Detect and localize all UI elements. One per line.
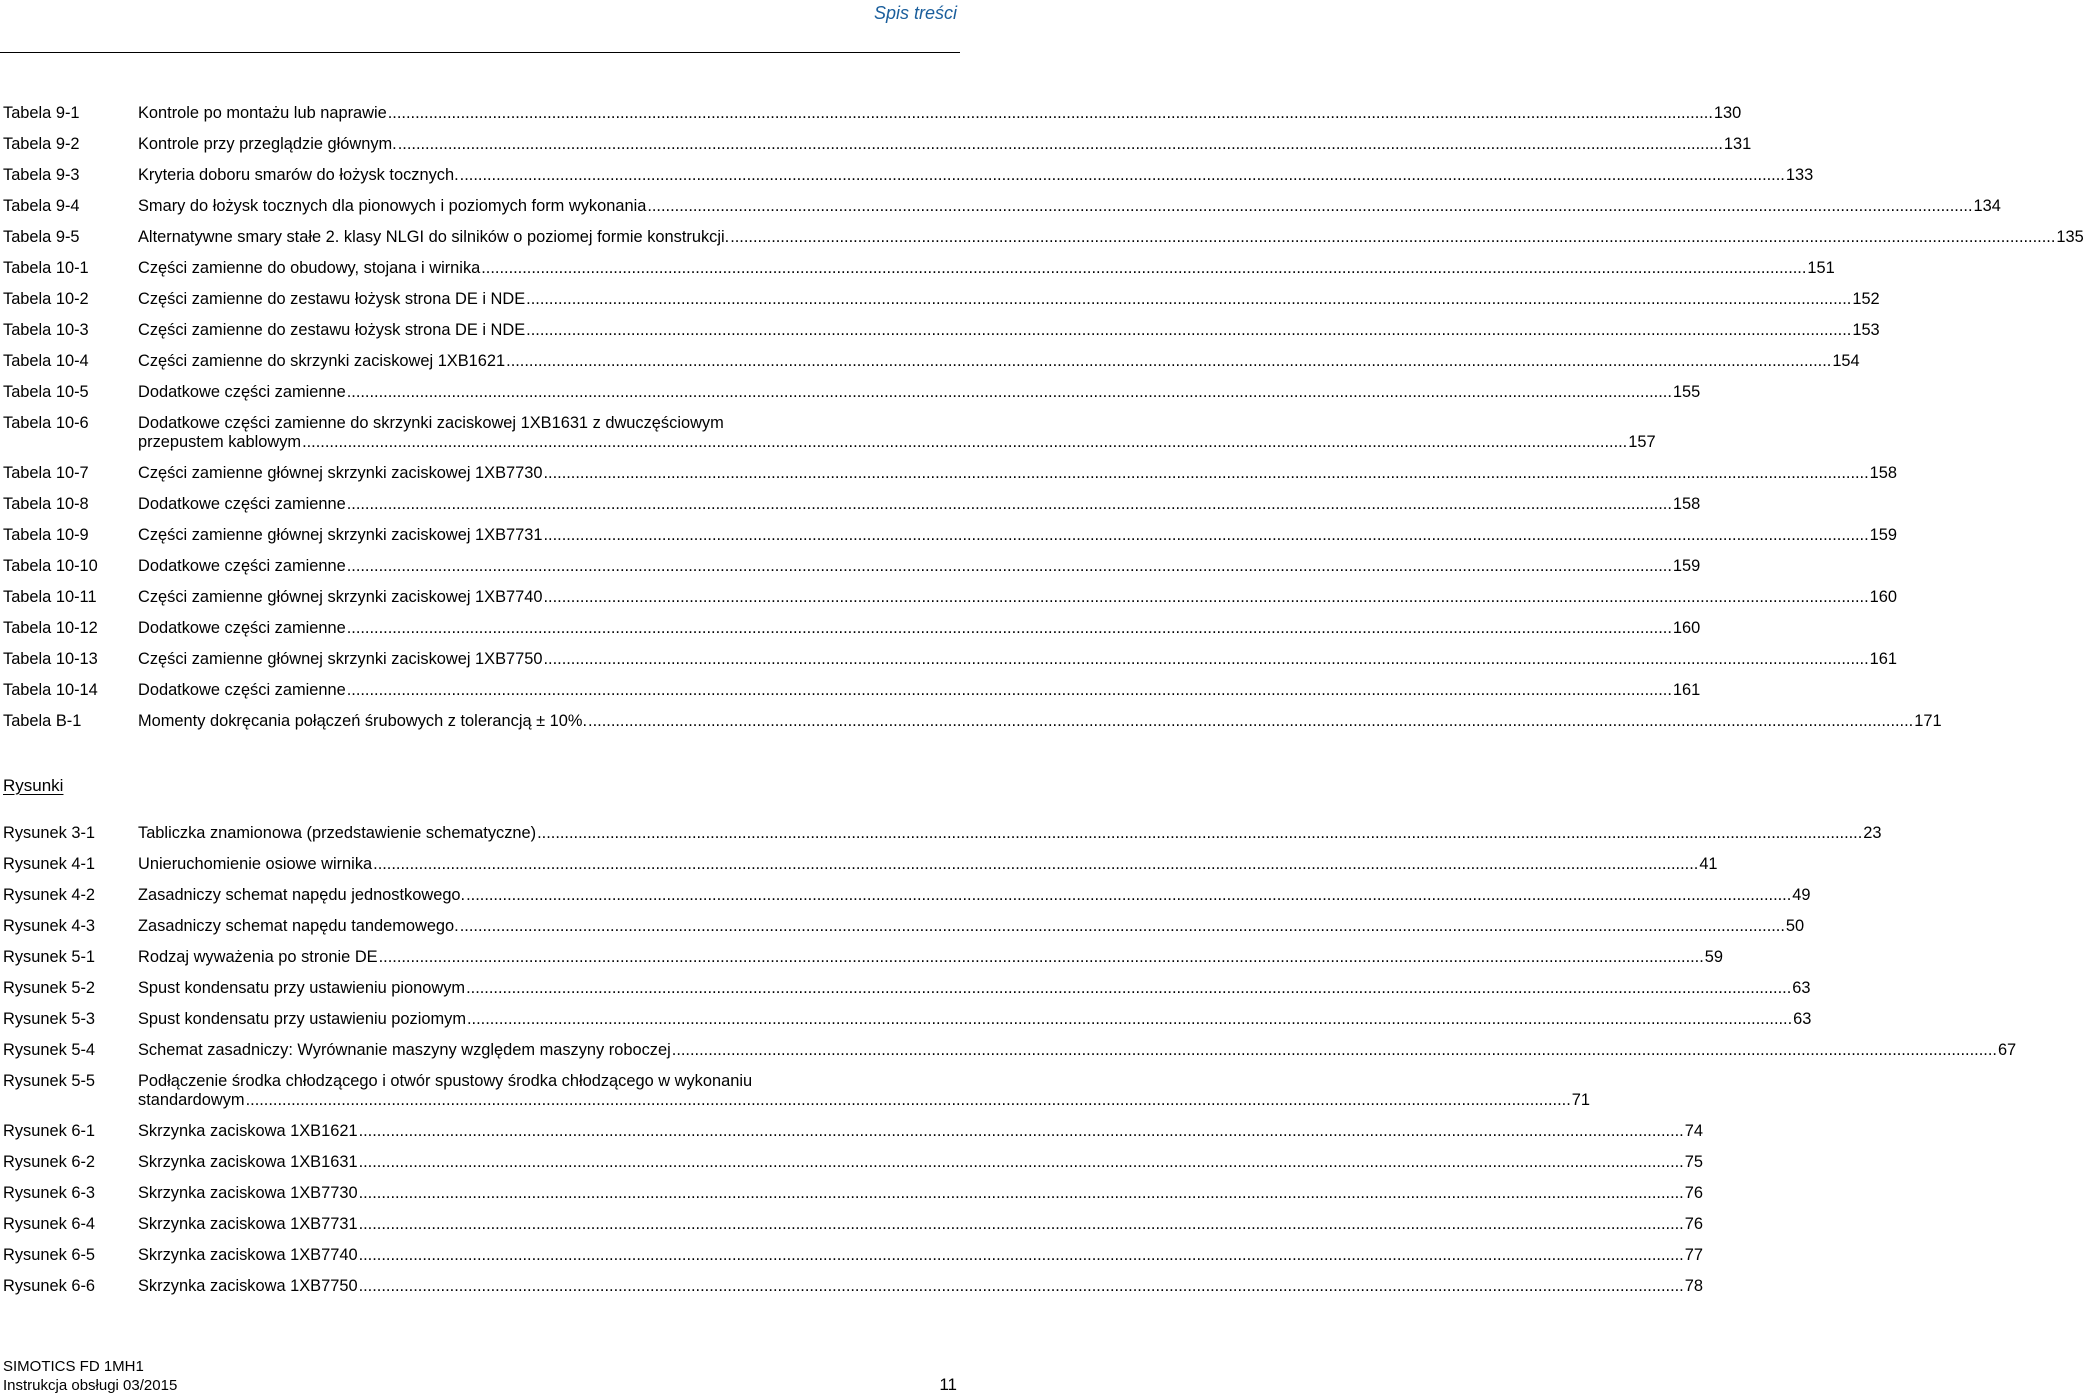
- dot-leader: [388, 104, 1713, 123]
- entry-label: Tabela 10-8: [3, 494, 89, 513]
- dot-leader: [730, 228, 2055, 247]
- entry-page-number: 153: [1852, 321, 1880, 339]
- dot-leader: [359, 1153, 1684, 1172]
- entry-label: Rysunek 6-2: [3, 1152, 96, 1171]
- entry-title: Kontrole po montażu lub naprawie: [138, 104, 387, 122]
- dot-leader: [379, 948, 1704, 967]
- entry-page-number: 161: [1869, 649, 1898, 668]
- dot-leader: [359, 1122, 1684, 1141]
- figure-entry[interactable]: [3, 1183, 1703, 1203]
- entry-title: Skrzynka zaciskowa 1XB7731: [138, 1214, 358, 1233]
- dot-leader: [537, 824, 1862, 843]
- dot-leader: [588, 712, 1913, 731]
- figure-entry[interactable]: [3, 1121, 1703, 1141]
- dot-leader: [481, 259, 1806, 278]
- entry-title: Części zamienne do zestawu łożysk strona DE i NDE: [138, 321, 526, 339]
- entry-page-number: 158: [1869, 463, 1898, 482]
- entry-title: Zasadniczy schemat napędu tandemowego.: [138, 917, 459, 935]
- table-entry[interactable]: [3, 383, 1701, 402]
- entry-page-number: 50: [1785, 917, 1805, 935]
- entry-label: Rysunek 6-5: [3, 1245, 96, 1264]
- entry-title: Dodatkowe części zamienne: [138, 556, 346, 575]
- header-divider: [0, 52, 960, 53]
- dot-leader: [359, 1215, 1684, 1234]
- entry-label: Rysunek 4-3: [3, 917, 96, 935]
- table-entry[interactable]: [3, 494, 1701, 514]
- table-entry[interactable]: [3, 556, 1701, 576]
- table-entry[interactable]: [3, 680, 1701, 700]
- entry-label: Rysunek 5-3: [3, 1010, 96, 1028]
- entry-title: Dodatkowe części zamienne: [138, 680, 346, 699]
- entry-label: Rysunek 5-2: [3, 979, 96, 997]
- figure-entry[interactable]: [3, 824, 1882, 843]
- entry-label: Rysunek 6-1: [3, 1121, 96, 1140]
- entry-page-number: 76: [1684, 1214, 1703, 1233]
- entry-page-number: 63: [1792, 979, 1811, 997]
- entry-label: Tabela 9-1: [3, 104, 80, 122]
- entry-label: Tabela 9-5: [3, 228, 80, 246]
- entry-page-number: 158: [1672, 494, 1701, 513]
- entry-title: Części zamienne do skrzynki zaciskowej 1XB1621: [138, 352, 506, 370]
- figure-entry[interactable]: [3, 1214, 1703, 1234]
- entry-label: Tabela 10-14: [3, 680, 98, 699]
- entry-page-number: 160: [1672, 618, 1701, 637]
- entry-label: Rysunek 3-1: [3, 824, 96, 842]
- entry-title: Części zamienne głównej skrzynki zaciskowej 1XB7750: [138, 649, 543, 668]
- entry-page-number: 157: [1628, 432, 1656, 451]
- table-entry[interactable]: [3, 228, 2084, 247]
- dot-leader: [466, 979, 1791, 998]
- entry-title: Zasadniczy schemat napędu jednostkowego.: [138, 886, 466, 904]
- table-entry[interactable]: [3, 618, 1701, 638]
- entry-label: Tabela 10-3: [3, 321, 89, 339]
- entry-title: Kryteria doboru smarów do łożysk tocznych.: [138, 166, 459, 184]
- entry-page-number: 59: [1704, 948, 1724, 966]
- entry-page-number: 41: [1699, 855, 1718, 873]
- entry-label: Rysunek 4-2: [3, 886, 96, 904]
- entry-page-number: 76: [1684, 1183, 1703, 1202]
- entry-page-number: 75: [1684, 1152, 1703, 1171]
- entry-page-number: 154: [1832, 352, 1860, 370]
- entry-page-number: 159: [1869, 525, 1898, 544]
- figure-entry[interactable]: [3, 1041, 2017, 1060]
- entry-page-number: 71: [1571, 1090, 1590, 1109]
- entry-page-number: 49: [1792, 886, 1811, 904]
- entry-title: Schemat zasadniczy: Wyrównanie maszyny względem maszyny roboczej: [138, 1041, 671, 1059]
- table-entry[interactable]: [3, 197, 2001, 216]
- figures-list: [3, 824, 2017, 1308]
- entry-label: Rysunek 6-6: [3, 1276, 96, 1295]
- entry-title: Momenty dokręcania połączeń śrubowych z tolerancją ± 10%.: [138, 711, 588, 730]
- entry-title: Części zamienne do zestawu łożysk strona DE i NDE: [138, 290, 526, 308]
- entry-page-number: 134: [1973, 197, 2001, 215]
- entry-label: Tabela 10-5: [3, 383, 89, 401]
- footer-page-number: 11: [939, 1375, 957, 1394]
- tables-list: [3, 104, 2084, 743]
- dot-leader: [543, 464, 1868, 483]
- figure-entry[interactable]: [3, 886, 1811, 905]
- entry-page-number: 77: [1684, 1245, 1703, 1264]
- dot-leader: [466, 886, 1791, 905]
- entry-title: Dodatkowe części zamienne: [138, 494, 346, 513]
- dot-leader: [246, 1091, 1571, 1110]
- entry-page-number: 135: [2056, 228, 2084, 246]
- entry-label: Tabela 9-3: [3, 166, 80, 184]
- table-entry[interactable]: [3, 321, 1880, 340]
- entry-page-number: 131: [1723, 135, 1752, 153]
- dot-leader: [373, 855, 1698, 874]
- figure-entry[interactable]: [3, 979, 1811, 998]
- entry-title: przepustem kablowym: [138, 432, 302, 451]
- entry-label: Rysunek 5-5: [3, 1072, 96, 1090]
- entry-title: Skrzynka zaciskowa 1XB7750: [138, 1276, 358, 1295]
- entry-label: Tabela 10-2: [3, 290, 89, 308]
- entry-label: Tabela 9-4: [3, 197, 80, 215]
- entry-label: Tabela 10-12: [3, 618, 98, 637]
- figure-entry[interactable]: [3, 855, 1718, 874]
- entry-label: Rysunek 5-4: [3, 1041, 96, 1059]
- entry-page-number: 74: [1684, 1121, 1703, 1140]
- dot-leader: [672, 1041, 1997, 1060]
- dot-leader: [347, 383, 1672, 402]
- table-entry[interactable]: [3, 166, 1814, 185]
- table-entry[interactable]: [3, 352, 1860, 371]
- figures-heading: Rysunki: [3, 776, 64, 795]
- figure-entry[interactable]: [3, 1010, 1812, 1029]
- figure-entry[interactable]: [3, 1152, 1703, 1172]
- figure-entry[interactable]: [3, 948, 1724, 967]
- entry-page-number: 151: [1807, 259, 1835, 277]
- table-entry[interactable]: [3, 587, 1898, 607]
- dot-leader: [347, 557, 1672, 576]
- dot-leader: [347, 495, 1672, 514]
- table-entry[interactable]: [3, 104, 1742, 123]
- figure-entry[interactable]: [3, 1245, 1703, 1265]
- entry-label: Tabela 9-2: [3, 135, 80, 153]
- dot-leader: [398, 135, 1723, 154]
- dot-leader: [543, 588, 1868, 607]
- entry-label: Tabela 10-4: [3, 352, 89, 370]
- footer-info: [3, 1357, 177, 1395]
- entry-page-number: 155: [1672, 383, 1701, 401]
- figure-entry[interactable]: [3, 1276, 1703, 1296]
- entry-page-number: 133: [1785, 166, 1814, 184]
- entry-page-number: 159: [1672, 556, 1701, 575]
- entry-title: Skrzynka zaciskowa 1XB1631: [138, 1152, 358, 1171]
- entry-page-number: 63: [1793, 1010, 1812, 1028]
- entry-page-number: 160: [1869, 587, 1898, 606]
- entry-page-number: 23: [1863, 824, 1882, 842]
- entry-title: Części zamienne do obudowy, stojana i wirnika: [138, 259, 481, 277]
- entry-title: standardowym: [138, 1090, 245, 1109]
- entry-page-number: 67: [1997, 1041, 2017, 1059]
- entry-page-number: 161: [1672, 680, 1701, 699]
- entry-title: Kontrole przy przeglądzie głównym.: [138, 135, 397, 153]
- entry-label: Tabela 10-9: [3, 525, 89, 544]
- entry-label: Tabela B-1: [3, 711, 82, 730]
- dot-leader: [467, 1010, 1792, 1029]
- entry-label: Tabela 10-13: [3, 649, 98, 668]
- table-entry[interactable]: [3, 525, 1898, 545]
- entry-label: Tabela 10-1: [3, 259, 89, 277]
- entry-page-number: 78: [1684, 1276, 1703, 1295]
- footer-manual: Instrukcja obsługi 03/2015: [3, 1377, 178, 1394]
- entry-page-number: 171: [1914, 711, 1942, 730]
- dot-leader: [460, 917, 1785, 936]
- entry-page-number: 152: [1852, 290, 1880, 308]
- entry-title: Rodzaj wyważenia po stronie DE: [138, 948, 378, 966]
- footer-product: SIMOTICS FD 1MH1: [3, 1358, 144, 1375]
- dot-leader: [647, 197, 1972, 216]
- table-entry[interactable]: [3, 290, 1880, 309]
- entry-title: Skrzynka zaciskowa 1XB7740: [138, 1245, 358, 1264]
- entry-title: Podłączenie środka chłodzącego i otwór spustowy środka chłodzącego w wykonaniu: [138, 1072, 753, 1090]
- dot-leader: [526, 290, 1851, 309]
- dot-leader: [347, 681, 1672, 700]
- entry-label: Tabela 10-6: [3, 414, 89, 432]
- dot-leader: [347, 619, 1672, 638]
- entry-title: Skrzynka zaciskowa 1XB1621: [138, 1121, 358, 1140]
- entry-title: Części zamienne głównej skrzynki zaciskowej 1XB7731: [138, 525, 543, 544]
- entry-label: Tabela 10-7: [3, 463, 89, 482]
- entry-title: Dodatkowe części zamienne do skrzynki zaciskowej 1XB1631 z dwuczęściowym: [138, 414, 724, 432]
- entry-title: Unieruchomienie osiowe wirnika: [138, 855, 373, 873]
- entry-title: Dodatkowe części zamienne: [138, 618, 346, 637]
- entry-label: Tabela 10-10: [3, 556, 98, 575]
- dot-leader: [359, 1184, 1684, 1203]
- table-entry[interactable]: [3, 135, 1752, 154]
- entry-title: Alternatywne smary stałe 2. klasy NLGI do silników o poziomej formie konstrukcji.: [138, 228, 730, 246]
- entry-title: Części zamienne głównej skrzynki zaciskowej 1XB7730: [138, 463, 543, 482]
- entry-title: Smary do łożysk tocznych dla pionowych i poziomych form wykonania: [138, 197, 647, 215]
- dot-leader: [543, 526, 1868, 545]
- entry-title: Dodatkowe części zamienne: [138, 383, 346, 401]
- dot-leader: [460, 166, 1785, 185]
- entry-title: Spust kondensatu przy ustawieniu pionowym: [138, 979, 466, 997]
- entry-page-number: 130: [1713, 104, 1742, 122]
- entry-label: Rysunek 4-1: [3, 855, 96, 873]
- header-title: Spis treści: [873, 3, 957, 23]
- dot-leader: [359, 1277, 1684, 1296]
- entry-title: Części zamienne głównej skrzynki zaciskowej 1XB7740: [138, 587, 543, 606]
- entry-title: Skrzynka zaciskowa 1XB7730: [138, 1183, 358, 1202]
- figure-entry[interactable]: [3, 917, 1805, 936]
- table-entry[interactable]: [3, 463, 1898, 483]
- entry-title: Spust kondensatu przy ustawieniu poziomym: [138, 1010, 466, 1028]
- entry-label: Tabela 10-11: [3, 587, 97, 606]
- table-entry[interactable]: [3, 649, 1898, 669]
- dot-leader: [506, 352, 1831, 371]
- dot-leader: [302, 433, 1627, 452]
- table-entry[interactable]: [3, 711, 1942, 731]
- figure-entry[interactable]: [3, 1072, 1590, 1109]
- entry-title: Tabliczka znamionowa (przedstawienie schematyczne): [138, 824, 537, 842]
- dot-leader: [543, 650, 1868, 669]
- entry-label: Rysunek 5-1: [3, 948, 96, 966]
- table-entry[interactable]: [3, 414, 1656, 451]
- entry-label: Rysunek 6-4: [3, 1214, 96, 1233]
- dot-leader: [526, 321, 1851, 340]
- entry-label: Rysunek 6-3: [3, 1183, 96, 1202]
- table-entry[interactable]: [3, 259, 1835, 278]
- dot-leader: [359, 1246, 1684, 1265]
